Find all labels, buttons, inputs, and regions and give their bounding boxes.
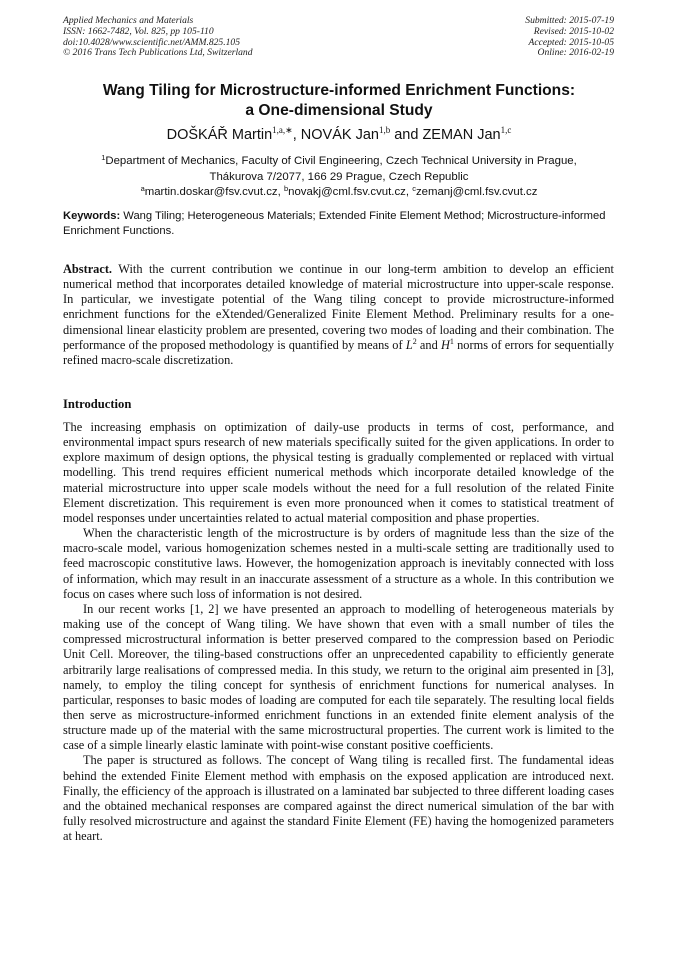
- paragraph: The paper is structured as follows. The concept of Wang tiling is recalled first. The fundamental ideas behind the extended Finite Element method with emphasis on the exposed application are introduced next. Finally, the efficiency of the approach is illustrated on a laminated bar subjected to three different loading cases and the obtained mechanical responses are compared against the direct numerical simulation of the bar with fully resolved microstructure and against the standard Finite Element (FE) having the homogenized parameters at heart.: [63, 753, 614, 844]
- abstract-text: With the current contribution we continue in our long-term ambition to develop an efficient numerical method that incorporates detailed knowledge of material microstructure into upper-scale response. In particular, we investigate potential of the Wang tiling concept to provide microstructure-informed enrichment functions for the eXtended/Generalized Finite Element Method. Preliminary results for a one-dimensional linear elasticity problem are presented, covering two modes of loading and their combination. The performance of the proposed methodology is quantified by means of: [63, 262, 614, 352]
- affiliation-mark: 1: [101, 153, 106, 162]
- introduction-body: [63, 420, 614, 844]
- abstract: [63, 262, 614, 368]
- norm-symbol: H: [440, 337, 450, 352]
- email-mark: a: [140, 184, 145, 194]
- author-affiliation-mark: 1,c: [500, 125, 512, 135]
- email-separator: ,: [277, 186, 284, 199]
- accepted-date: Accepted: 2015-10-05: [528, 36, 614, 48]
- abstract-text: and: [416, 337, 441, 352]
- norm-symbol: L: [405, 337, 413, 352]
- email-separator: ,: [405, 186, 413, 199]
- author-name: ZEMAN Jan: [422, 127, 501, 143]
- affiliation-line-1: Department of Mechanics, Faculty of Civil Engineering, Czech Technical University in Prague,: [105, 155, 577, 167]
- norm-exponent: 1: [449, 336, 454, 346]
- doi: doi:10.4028/www.scientific.net/AMM.825.105: [63, 36, 241, 48]
- copyright: © 2016 Trans Tech Publications Ltd, Switzerland: [63, 47, 253, 59]
- title-line-1: Wang Tiling for Microstructure-informed Enrichment Functions:: [102, 82, 576, 99]
- submitted-date: Submitted: 2015-07-19: [525, 15, 614, 26]
- journal-name: Applied Mechanics and Materials: [63, 15, 194, 26]
- title-line-2: a One-dimensional Study: [245, 102, 433, 119]
- email-mark: b: [283, 184, 289, 194]
- author-list: [40, 126, 638, 144]
- keywords-text: Wang Tiling; Heterogeneous Materials; Extended Finite Element Method; Microstructure-informed Enrichment Functions.: [63, 210, 606, 238]
- paragraph: When the characteristic length of the microstructure is by orders of magnitude less than the size of the macro-scale model, various homogenization schemes nested in a multi-scale setting are traditionally used to feed macroscopic constitutive laws. However, the homogenization approach is inevitably connected with loss of information, which may result in an inaccurate assessment of a structure as a whole. In this contribution we focus on cases where such loss of information is not desired.: [63, 526, 614, 601]
- email-link[interactable]: zemanj@cml.fsv.cvut.cz: [415, 186, 538, 199]
- abstract-text: norms of errors for sequentially refined macro-scale discretization.: [63, 337, 615, 367]
- norm-exponent: 2: [412, 336, 417, 346]
- publication-dates: [525, 16, 614, 59]
- issn: ISSN: 1662-7482, Vol. 825, pp 105-110: [63, 25, 214, 37]
- author-name: DOŠKÁŘ Martin: [166, 127, 273, 143]
- affiliation: [40, 154, 638, 201]
- revised-date: Revised: 2015-10-02: [533, 25, 614, 37]
- keywords: [63, 209, 615, 239]
- affiliation-line-2: Thákurova 7/2077, 166 29 Prague, Czech Republic: [209, 170, 469, 183]
- email-list: [40, 185, 638, 201]
- journal-info: [63, 16, 253, 59]
- author-separator: and: [390, 127, 423, 143]
- author-affiliation-mark: 1,b: [378, 125, 391, 135]
- email-link[interactable]: novakj@cml.fsv.cvut.cz: [288, 186, 406, 199]
- author-affiliation-mark: 1,a,∗: [272, 125, 293, 135]
- author-name: NOVÁK Jan: [300, 127, 379, 143]
- paragraph: In our recent works [1, 2] we have presented an approach to modelling of heterogeneous materials by making use of the concept of Wang tiling. We have shown that even with a small number of tiles the compressed microstructural information is better preserved compared to the compression based on Periodic Unit Cell. Moreover, the tiling-based constructions offer an unprecedented capability to efficiently generate arbitrarily large realisations of compressed media. In this study, we return to the original aim presented in [3], namely, to employ the tiling concept for synthesis of enrichment functions for numerical analyses. In particular, responses to basic modes of loading are computed for each tile separately. The resulting local fields then serve as microstructure-informed enrichment functions in an extended finite element analysis of the structure made up of the material with the same microstructural properties. The current work is limited to the case of a simple linearly elastic laminate with point-wise constant positive coefficients.: [63, 601, 614, 753]
- section-heading-introduction: Introduction: [63, 397, 132, 411]
- keywords-label: Keywords:: [63, 210, 121, 222]
- online-date: Online: 2016-02-19: [537, 47, 614, 59]
- author-separator: ,: [292, 127, 301, 143]
- email-link[interactable]: martin.doskar@fsv.cvut.cz: [144, 186, 278, 199]
- paper-title: [40, 81, 638, 121]
- email-mark: c: [412, 184, 416, 194]
- norm-l2: [406, 338, 417, 352]
- paragraph: The increasing emphasis on optimization of daily-use products in terms of cost, performance, and environmental impact spurs research of new materials specifically suited for the given applications. In order to explore maximum of design options, the physical testing is gradually complemented or replaced with virtual modelling. This trend requires efficient numerical methods which incorporate detailed knowledge of the material microstructure into upper scale models without the need for a full resolution of the related Finite Element discretization. This requirement is even more pronounced when it comes to statistical treatment of model responses under uncertainties related to actual material composition and phase properties.: [63, 420, 614, 525]
- abstract-label: Abstract.: [63, 262, 113, 276]
- norm-h1: [441, 338, 454, 352]
